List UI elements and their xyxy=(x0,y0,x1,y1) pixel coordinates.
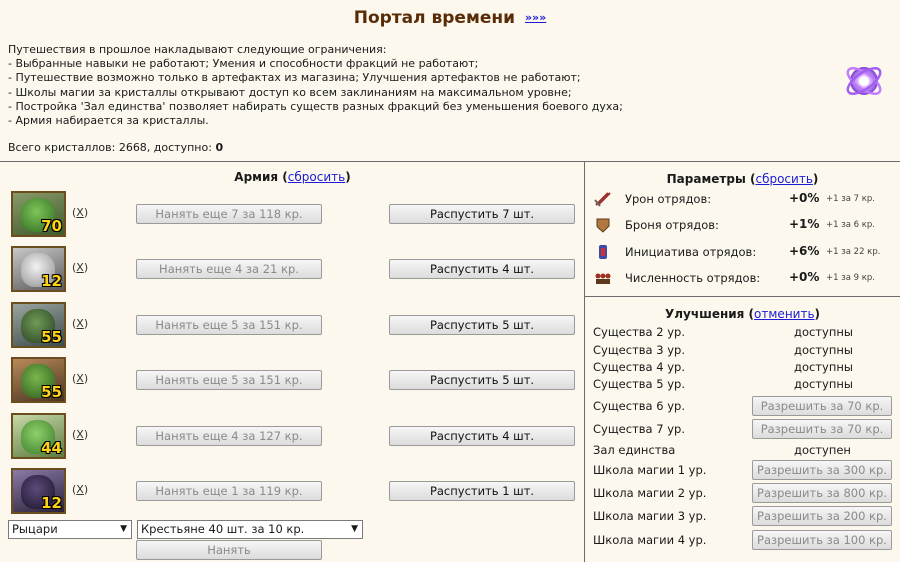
hire-more-button[interactable]: Нанять еще 5 за 151 кр. xyxy=(136,370,322,390)
hire-button[interactable]: Нанять xyxy=(136,540,322,560)
unit-portrait[interactable] xyxy=(11,246,66,292)
param-label: Инициатива отрядов: xyxy=(625,245,757,259)
restriction-line: - Выбранные навыки не работают; Умения и способности фракций не работают; xyxy=(8,57,479,71)
crystals-label: Всего кристаллов: 2668, доступно: xyxy=(8,141,212,154)
portal-icon xyxy=(843,60,885,102)
page-title xyxy=(0,8,900,28)
hire-more-button[interactable]: Нанять еще 1 за 119 кр. xyxy=(136,481,322,501)
dismiss-button[interactable]: Распустить 7 шт. xyxy=(389,204,575,224)
divider xyxy=(585,296,900,297)
param-row-initiative xyxy=(594,242,894,262)
creature-select[interactable] xyxy=(137,520,363,539)
upgrade-row xyxy=(593,374,893,394)
param-row-armor xyxy=(594,215,894,235)
restriction-line: - Путешествие возможно только в артефактах из магазина; Улучшения артефактов не работают; xyxy=(8,71,581,85)
initiative-icon xyxy=(594,244,612,260)
unit-remove-link[interactable]: X xyxy=(76,206,84,219)
param-upgrade-link[interactable]: +1 за 7 кр. xyxy=(826,194,876,204)
unlock-button[interactable]: Разрешить за 200 кр. xyxy=(752,506,892,526)
param-value: +0% xyxy=(789,191,820,205)
unlock-button[interactable]: Разрешить за 70 кр. xyxy=(752,419,892,439)
hire-more-button[interactable]: Нанять еще 7 за 118 кр. xyxy=(136,204,322,224)
upgrade-status: доступны xyxy=(794,377,853,391)
param-upgrade-link[interactable]: +1 за 22 кр. xyxy=(826,247,881,257)
damage-icon xyxy=(594,191,612,207)
unit-remove-link[interactable]: X xyxy=(76,317,84,330)
faction-select[interactable] xyxy=(8,520,132,539)
upgrades-cancel-link[interactable]: отменить xyxy=(754,307,815,321)
upgrade-row xyxy=(593,506,893,526)
crystals-total xyxy=(8,141,223,154)
unit-portrait[interactable] xyxy=(11,413,66,459)
upgrade-label: Школа магии 3 ур. xyxy=(593,509,707,523)
unit-count: 12 xyxy=(41,494,62,512)
unit-count: 44 xyxy=(41,439,62,457)
armor-icon xyxy=(594,217,612,233)
restriction-line: Путешествия в прошлое накладывают следующие ограничения: xyxy=(8,43,387,56)
unlock-button[interactable]: Разрешить за 70 кр. xyxy=(752,396,892,416)
unit-count: 55 xyxy=(41,328,62,346)
param-label: Броня отрядов: xyxy=(625,218,719,232)
chevron-down-icon: ▼ xyxy=(351,524,358,534)
crystals-available: 0 xyxy=(215,141,224,154)
params-title: Параметры xyxy=(666,172,746,186)
unlock-button[interactable]: Разрешить за 100 кр. xyxy=(752,530,892,550)
army-unit-row: 55 (X) Нанять еще 5 за 151 кр. Распустить 5 шт. xyxy=(11,357,581,403)
hire-more-button[interactable]: Нанять еще 4 за 127 кр. xyxy=(136,426,322,446)
upgrade-row xyxy=(593,396,893,416)
upgrade-label: Школа магии 4 ур. xyxy=(593,533,707,547)
upgrade-label: Существа 4 ур. xyxy=(593,360,685,374)
unit-remove-link[interactable]: X xyxy=(76,261,84,274)
dismiss-button[interactable]: Распустить 4 шт. xyxy=(389,426,575,446)
divider xyxy=(0,161,900,162)
upgrade-label: Существа 7 ур. xyxy=(593,422,685,436)
upgrade-label: Существа 6 ур. xyxy=(593,399,685,413)
unlock-button[interactable]: Разрешить за 300 кр. xyxy=(752,460,892,480)
upgrade-label: Школа магии 2 ур. xyxy=(593,486,707,500)
dismiss-button[interactable]: Распустить 1 шт. xyxy=(389,481,575,501)
restriction-line: - Постройка 'Зал единства' позволяет набирать существ разных фракций без уменьшения боевого духа; xyxy=(8,99,623,113)
portal-info-link[interactable]: »»» xyxy=(524,11,547,24)
upgrade-row xyxy=(593,460,893,480)
hire-more-button[interactable]: Нанять еще 4 за 21 кр. xyxy=(136,259,322,279)
creature-select-value: Крестьяне 40 шт. за 10 кр. xyxy=(141,522,305,536)
upgrade-label: Зал единства xyxy=(593,443,676,457)
unit-portrait[interactable] xyxy=(11,357,66,403)
unit-portrait[interactable] xyxy=(11,302,66,348)
upgrades-title: Улучшения xyxy=(664,307,745,321)
upgrade-status: доступны xyxy=(794,325,853,339)
army-unit-row: 55 (X) Нанять еще 5 за 151 кр. Распустить 5 шт. xyxy=(11,302,581,348)
upgrade-row xyxy=(593,440,893,460)
unit-portrait[interactable] xyxy=(11,468,66,514)
upgrade-row xyxy=(593,419,893,439)
faction-select-value: Рыцари xyxy=(12,522,58,536)
param-value: +6% xyxy=(789,244,820,258)
dismiss-button[interactable]: Распустить 5 шт. xyxy=(389,370,575,390)
unit-count: 55 xyxy=(41,383,62,401)
upgrade-status: доступны xyxy=(794,360,853,374)
params-reset-link[interactable]: сбросить xyxy=(755,172,813,186)
upgrade-status: доступен xyxy=(794,443,851,457)
param-row-count xyxy=(594,268,894,288)
upgrade-row xyxy=(593,483,893,503)
upgrade-row xyxy=(593,322,893,342)
unit-portrait[interactable] xyxy=(11,191,66,237)
params-heading: Параметры (сбросить) xyxy=(666,172,819,186)
param-row-damage xyxy=(594,189,894,209)
upgrade-label: Существа 5 ур. xyxy=(593,377,685,391)
army-reset-link[interactable]: сбросить xyxy=(287,170,346,184)
param-upgrade-link[interactable]: +1 за 9 кр. xyxy=(826,273,876,283)
hire-more-button[interactable]: Нанять еще 5 за 151 кр. xyxy=(136,315,322,335)
upgrade-label: Существа 2 ур. xyxy=(593,325,685,339)
upgrade-status: доступны xyxy=(794,343,853,357)
dismiss-button[interactable]: Распустить 4 шт. xyxy=(389,259,575,279)
param-value: +0% xyxy=(789,270,820,284)
army-title: Армия xyxy=(234,170,279,184)
army-unit-row: 70 (X) Нанять еще 7 за 118 кр. Распустить 7 шт. xyxy=(11,191,581,237)
upgrade-label: Существа 3 ур. xyxy=(593,343,685,357)
param-value: +1% xyxy=(789,217,820,231)
troops-icon xyxy=(594,270,612,286)
army-unit-row: 44 (X) Нанять еще 4 за 127 кр. Распустить 4 шт. xyxy=(11,413,581,459)
unit-remove-link[interactable]: X xyxy=(76,428,84,441)
param-label: Урон отрядов: xyxy=(625,192,712,206)
restriction-line: - Армия набирается за кристаллы. xyxy=(8,114,209,128)
unit-remove-link[interactable]: X xyxy=(76,483,84,496)
unlock-button[interactable]: Разрешить за 800 кр. xyxy=(752,483,892,503)
param-label: Численность отрядов: xyxy=(625,271,761,285)
param-upgrade-link[interactable]: +1 за 6 кр. xyxy=(826,220,876,230)
upgrade-row xyxy=(593,530,893,550)
army-unit-row: 12 (X) Нанять еще 4 за 21 кр. Распустить 4 шт. xyxy=(11,246,581,292)
army-unit-row: 12 (X) Нанять еще 1 за 119 кр. Распустить 1 шт. xyxy=(11,468,581,514)
army-heading: Армия (сбросить) xyxy=(234,170,351,184)
upgrades-heading: Улучшения (отменить) xyxy=(664,307,821,321)
restriction-line: - Школы магии за кристаллы открывают доступ ко всем заклинаниям на максимальном уровне; xyxy=(8,85,572,99)
unit-count: 12 xyxy=(41,272,62,290)
dismiss-button[interactable]: Распустить 5 шт. xyxy=(389,315,575,335)
chevron-down-icon: ▼ xyxy=(120,524,127,534)
upgrade-label: Школа магии 1 ур. xyxy=(593,463,707,477)
unit-count: 70 xyxy=(41,217,62,235)
page-title-text: Портал времени xyxy=(353,8,516,28)
restrictions-text xyxy=(8,43,828,128)
unit-remove-link[interactable]: X xyxy=(76,372,84,385)
divider xyxy=(584,162,585,562)
